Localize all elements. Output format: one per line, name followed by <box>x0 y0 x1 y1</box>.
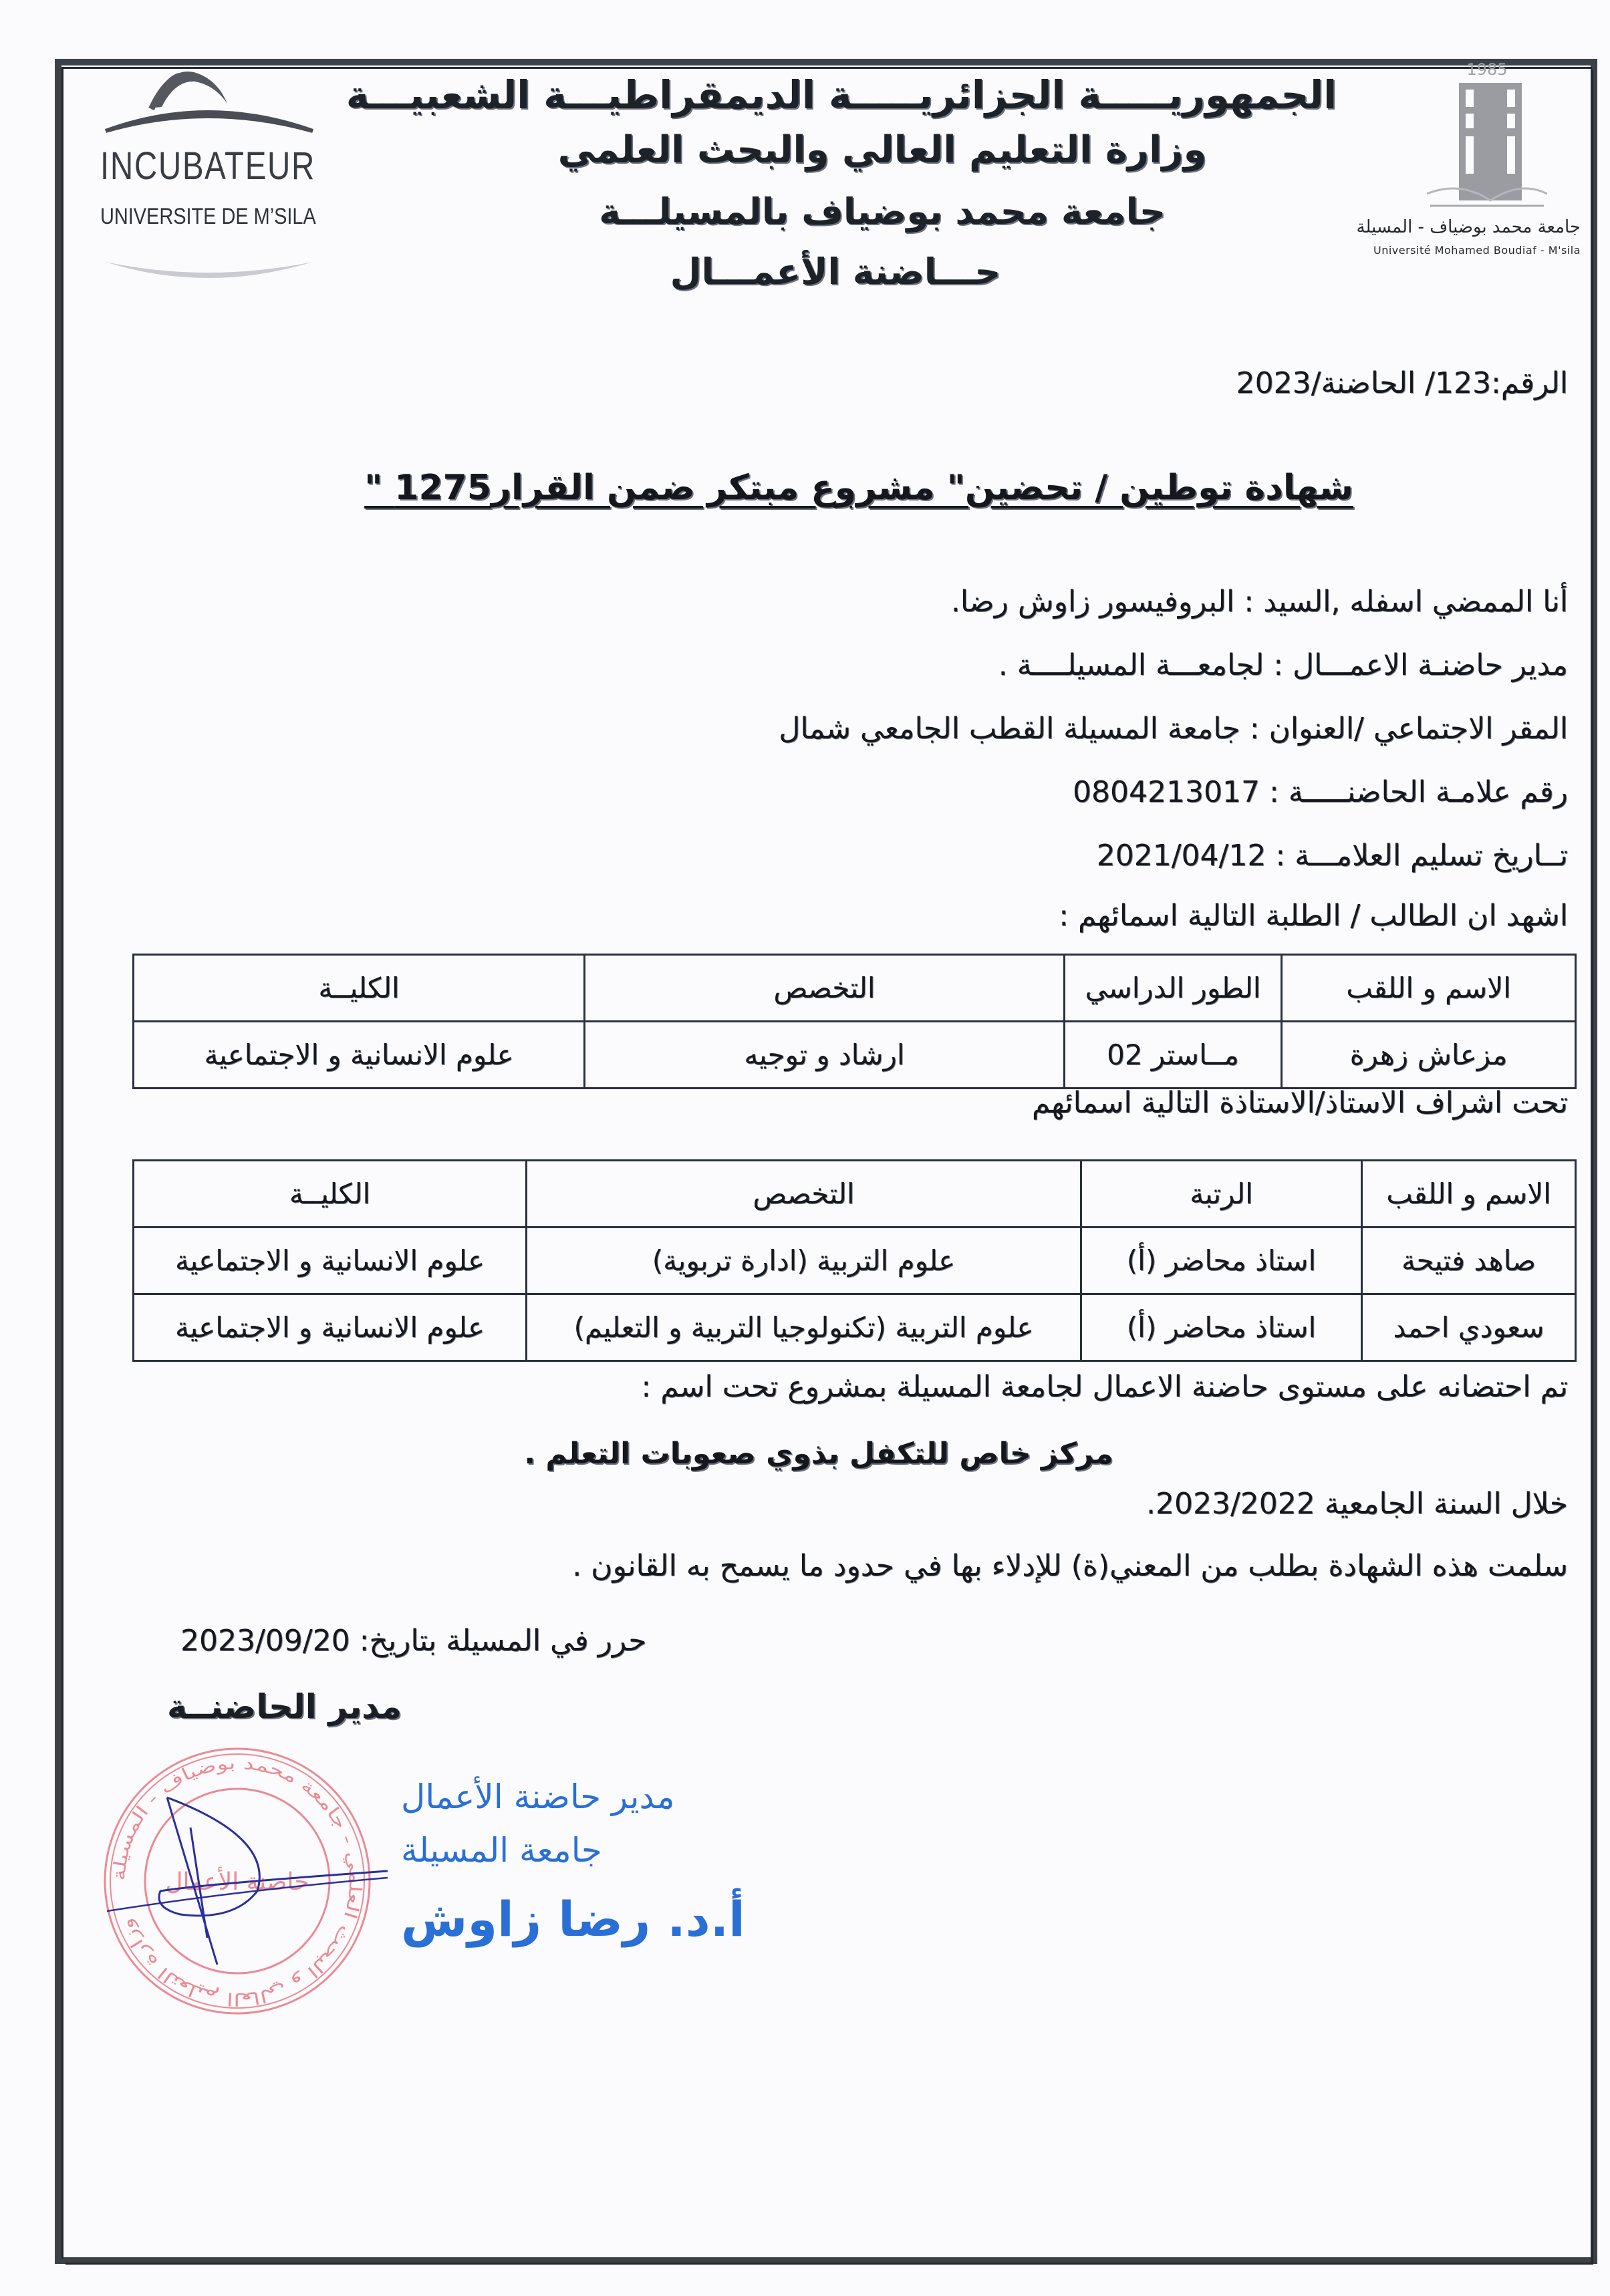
university-logo-year: 1985 <box>1466 60 1508 79</box>
header-ministry: وزارة التعليم العالي والبحث العلمي <box>557 128 1207 172</box>
header-incubator: حـــاضنة الأعمـــال <box>670 251 1001 293</box>
declaration-position: مدير حاضنـة الاعمـــال : لجامعـــة المسيلــــة . <box>998 648 1568 682</box>
column-header-name: الاسم و اللقب <box>1362 1161 1576 1228</box>
header-university: جامعة محمد بوضياف بالمسيلـــة <box>599 190 1166 233</box>
stamp-center-text: حاضنة الأعمال <box>165 1868 309 1896</box>
project-name: مركز خاص للتكفل بذوي صعوبات التعلم . <box>524 1437 1113 1471</box>
declaration-attest: اشهد ان الطالب / الطلبة التالية اسمائهم : <box>1059 899 1568 933</box>
column-header-rank: الرتبة <box>1081 1161 1362 1228</box>
table-header-row <box>134 1161 1576 1228</box>
cell-name: مزعاش زهرة <box>1282 1022 1576 1089</box>
declaration-label-number: رقم علامـة الحاضنـــــة : 0804213017 <box>1073 775 1568 809</box>
certificate-title: شهادة توطين / تحضين" مشروع مبتكر ضمن القرار1275 " <box>364 468 1353 508</box>
incubator-logo-title: INCUBATEUR <box>100 144 316 188</box>
column-header-name: الاسم و اللقب <box>1282 955 1576 1022</box>
cell-specialty: علوم التربية (ادارة تربوية) <box>527 1228 1081 1294</box>
cell-rank: استاذ محاضر (أ) <box>1081 1228 1362 1294</box>
declaration-signatory: أنا الممضي اسفله ,السيد : البروفيسور زاوش رضا. <box>950 585 1568 619</box>
handwritten-line-3: أ.د. رضا زاوش <box>401 1891 745 1947</box>
cell-faculty: علوم الانسانية و الاجتماعية <box>134 1228 527 1294</box>
column-header-faculty: الكليــة <box>134 955 585 1022</box>
handwritten-line-1: مدير حاضنة الأعمال <box>401 1777 675 1816</box>
reference-number: الرقم:123/ الحاضنة/2023 <box>1236 366 1568 400</box>
incubator-arch-icon <box>100 67 321 147</box>
column-header-specialty: التخصص <box>527 1161 1081 1228</box>
cell-specialty: علوم التربية (تكنولوجيا التربية و التعليم) <box>527 1294 1081 1361</box>
university-logo <box>1350 60 1591 261</box>
cell-rank: استاذ محاضر (أ) <box>1081 1294 1362 1361</box>
cell-faculty: علوم الانسانية و الاجتماعية <box>134 1022 585 1089</box>
table-row <box>134 1228 1576 1294</box>
supervisors-table <box>132 1159 1577 1362</box>
incubator-logo-subtitle: UNIVERSITE DE M’SILA <box>100 204 316 229</box>
students-table <box>132 954 1577 1089</box>
column-header-specialty: التخصص <box>585 955 1065 1022</box>
academic-year-line: خلال السنة الجامعية 2023/2022. <box>1146 1487 1568 1521</box>
table-row <box>134 1294 1576 1361</box>
column-header-level: الطور الدراسي <box>1065 955 1282 1022</box>
university-logo-name-ar: جامعة محمد بوضياف - المسيلة <box>1356 217 1581 237</box>
table-header-row <box>134 955 1576 1022</box>
supervision-line: تحت اشراف الاستاذ/الاستاذة التالية اسمائهم <box>1031 1086 1568 1120</box>
declaration-label-date: تــاريخ تسليم العلامـــة : 2021/04/12 <box>1096 839 1568 873</box>
incubator-logo <box>100 67 314 287</box>
signature-scribble <box>100 1777 394 1991</box>
cell-name: صاهد فتيحة <box>1362 1228 1576 1294</box>
signatory-title: مدير الحاضنــة <box>167 1687 402 1726</box>
cell-level: مــاستر 02 <box>1065 1022 1282 1089</box>
cell-faculty: علوم الانسانية و الاجتماعية <box>134 1294 527 1361</box>
stamp-outer-text: وزارة التعليم العالي و البحث العلمي - جامعة محمد بوضياف - المسيلة <box>109 1753 366 2009</box>
table-row <box>134 1022 1576 1089</box>
university-tower-icon <box>1427 80 1547 214</box>
column-header-faculty: الكليــة <box>134 1161 527 1228</box>
handwritten-line-2: جامعة المسيلة <box>401 1831 602 1870</box>
cell-specialty: ارشاد و توجيه <box>585 1022 1065 1089</box>
header-republic: الجمهوريـــــة الجزائريـــــة الديمقراطيـــة الشعبيـــة <box>346 72 1337 118</box>
issued-place-date: حرر في المسيلة بتاريخ: 2023/09/20 <box>180 1624 647 1658</box>
declaration-address: المقر الاجتماعي /العنوان : جامعة المسيلة القطب الجامعي شمال <box>779 712 1568 746</box>
university-logo-name-fr: Université Mohamed Boudiaf - M'sila <box>1373 244 1581 257</box>
incubation-line: تم احتضانه على مستوى حاضنة الاعمال لجامعة المسيلة بمشروع تحت اسم : <box>641 1370 1568 1404</box>
delivery-line: سلمت هذه الشهادة بطلب من المعني(ة) للإدلاء بها في حدود ما يسمح به القانون . <box>572 1549 1568 1583</box>
incubator-swoosh-icon <box>100 261 321 287</box>
cell-name: سعودي احمد <box>1362 1294 1576 1361</box>
